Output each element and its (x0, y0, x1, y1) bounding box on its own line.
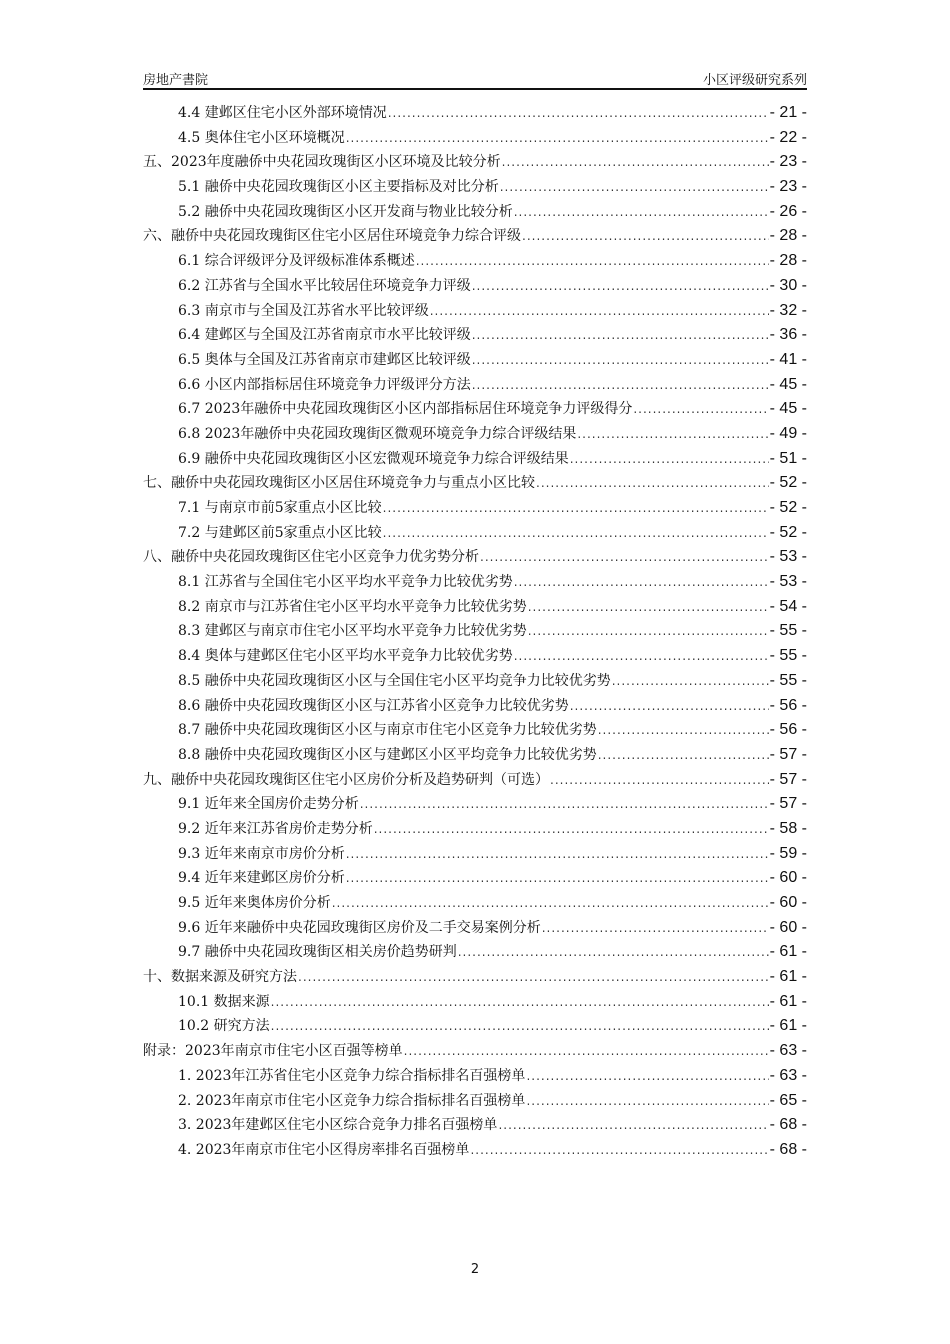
dot-leader (470, 1138, 768, 1163)
page-number: 2 (470, 1262, 480, 1277)
toc-entry-page: - 61 - (769, 992, 807, 1010)
toc-section-entry[interactable] (143, 397, 807, 422)
toc-section-entry[interactable] (143, 348, 807, 373)
toc-chapter-entry[interactable] (143, 545, 807, 570)
dot-leader (526, 1064, 768, 1089)
toc-section-entry[interactable] (143, 940, 807, 965)
toc-entry-page: - 63 - (769, 1066, 807, 1084)
toc-section-entry[interactable] (143, 595, 807, 620)
header-series-title: 小区评级研究系列 (702, 73, 807, 88)
toc-entry-page: - 41 - (769, 350, 807, 368)
toc-entry-title: 8.1 江苏省与全国住宅小区平均水平竞争力比较优劣势 (178, 574, 513, 591)
toc-section-entry[interactable] (143, 891, 807, 916)
dot-leader (416, 249, 769, 274)
toc-chapter-entry[interactable] (143, 224, 807, 249)
toc-entry-page: - 53 - (769, 573, 807, 591)
dot-leader (388, 101, 769, 126)
toc-chapter-entry[interactable] (143, 768, 807, 793)
toc-entry-title: 10.1 数据来源 (178, 993, 270, 1010)
toc-section-entry[interactable] (143, 323, 807, 348)
toc-section-entry[interactable] (143, 1113, 807, 1138)
toc-entry-title: 8.5 融侨中央花园玫瑰街区小区与全国住宅小区平均竞争力比较优劣势 (178, 672, 611, 689)
dot-leader (633, 397, 768, 422)
toc-section-entry[interactable] (143, 299, 807, 324)
toc-entry-page: - 56 - (769, 721, 807, 739)
toc-entry-page: - 21 - (769, 104, 807, 121)
toc-entry-page: - 52 - (769, 523, 807, 541)
toc-entry-page: - 60 - (769, 918, 807, 936)
dot-leader (570, 694, 769, 719)
toc-entry-page: - 28 - (769, 227, 807, 245)
dot-leader (346, 126, 769, 151)
toc-section-entry[interactable] (143, 990, 807, 1015)
toc-entry-title: 9.3 近年来南京市房价分析 (178, 845, 345, 862)
toc-section-entry[interactable] (143, 817, 807, 842)
toc-entry-page: - 36 - (769, 326, 807, 344)
dot-leader (570, 447, 769, 472)
toc-entry-page: - 28 - (769, 252, 807, 270)
dot-leader (502, 150, 769, 175)
toc-section-entry[interactable] (143, 743, 807, 768)
dot-leader (528, 595, 769, 620)
toc-section-entry[interactable] (143, 1064, 807, 1089)
dot-leader (383, 521, 769, 546)
toc-entry-page: - 65 - (769, 1091, 807, 1109)
toc-section-entry[interactable] (143, 570, 807, 595)
toc-entry-page: - 51 - (769, 449, 807, 467)
toc-entry-title: 8.6 融侨中央花园玫瑰街区小区与江苏省小区竞争力比较优劣势 (178, 697, 569, 714)
toc-entry-page: - 61 - (769, 968, 807, 986)
toc-entry-page: - 49 - (769, 424, 807, 442)
dot-leader (430, 299, 769, 324)
dot-leader (522, 224, 769, 249)
toc-section-entry[interactable] (143, 619, 807, 644)
toc-entry-title: 六、融侨中央花园玫瑰街区住宅小区居住环境竞争力综合评级 (143, 228, 521, 245)
toc-entry-page: - 23 - (769, 178, 807, 196)
toc-section-entry[interactable] (143, 496, 807, 521)
toc-section-entry[interactable] (143, 249, 807, 274)
toc-entry-title: 6.8 2023年融侨中央花园玫瑰街区微观环境竞争力综合评级结果 (178, 425, 577, 442)
toc-section-entry[interactable] (143, 175, 807, 200)
dot-leader (472, 274, 769, 299)
toc-entry-title: 七、融侨中央花园玫瑰街区小区居住环境竞争力与重点小区比较 (143, 475, 535, 492)
toc-entry-title: 10.2 研究方法 (178, 1018, 270, 1035)
toc-entry-title: 4.4 建邺区住宅小区外部环境情况 (178, 105, 387, 121)
toc-entry-page: - 58 - (769, 819, 807, 837)
toc-chapter-entry[interactable] (143, 471, 807, 496)
toc-entry-title: 6.4 建邺区与全国及江苏省南京市水平比较评级 (178, 327, 471, 344)
toc-section-entry[interactable] (143, 373, 807, 398)
dot-leader (383, 496, 769, 521)
toc-section-entry[interactable] (143, 694, 807, 719)
dot-leader (598, 743, 769, 768)
toc-section-entry[interactable] (143, 447, 807, 472)
toc-section-entry[interactable] (143, 200, 807, 225)
toc-entry-title: 八、融侨中央花园玫瑰街区住宅小区竞争力优劣势分析 (143, 549, 479, 566)
toc-entry-page: - 53 - (769, 548, 807, 566)
toc-entry-page: - 32 - (769, 301, 807, 319)
toc-section-entry[interactable] (143, 1014, 807, 1039)
dot-leader (271, 1014, 769, 1039)
dot-leader (374, 817, 769, 842)
toc-section-entry[interactable] (143, 274, 807, 299)
dot-leader (528, 619, 769, 644)
dot-leader (346, 866, 769, 891)
toc-section-entry[interactable] (143, 1138, 807, 1163)
toc-entry-title: 2. 2023年南京市住宅小区竞争力综合指标排名百强榜单 (178, 1092, 526, 1109)
toc-entry-title: 9.4 近年来建邺区房价分析 (178, 870, 345, 887)
toc-section-entry[interactable] (143, 842, 807, 867)
toc-entry-title: 9.6 近年来融侨中央花园玫瑰街区房价及二手交易案例分析 (178, 919, 541, 936)
toc-entry-page: - 57 - (769, 795, 807, 813)
header-divider (143, 88, 807, 90)
toc-entry-title: 4. 2023年南京市住宅小区得房率排名百强榜单 (178, 1141, 470, 1158)
dot-leader (360, 792, 769, 817)
toc-entry-page: - 23 - (769, 153, 807, 171)
dot-leader (514, 200, 769, 225)
toc-entry-page: - 61 - (769, 1017, 807, 1035)
dot-leader (404, 1039, 769, 1064)
toc-entry-title: 五、2023年度融侨中央花园玫瑰街区小区环境及比较分析 (143, 154, 501, 171)
dot-leader (472, 373, 769, 398)
dot-leader (298, 965, 769, 990)
toc-entry-title: 附录：2023年南京市住宅小区百强等榜单 (143, 1043, 403, 1060)
dot-leader (271, 990, 769, 1015)
toc-chapter-entry[interactable] (143, 965, 807, 990)
toc-entry-page: - 26 - (769, 202, 807, 220)
dot-leader (577, 422, 768, 447)
dot-leader (542, 916, 769, 941)
toc-chapter-entry[interactable] (143, 1039, 807, 1064)
toc-entry-title: 4.5 奥体住宅小区环境概况 (178, 129, 345, 146)
header-publisher: 房地产書院 (143, 73, 209, 88)
dot-leader (612, 669, 769, 694)
toc-entry-title: 9.2 近年来江苏省房价走势分析 (178, 820, 373, 837)
toc-section-entry[interactable] (143, 792, 807, 817)
toc-entry-title: 7.2 与建邺区前5家重点小区比较 (178, 524, 382, 541)
table-of-contents (143, 101, 807, 1163)
toc-entry-page: - 54 - (769, 597, 807, 615)
toc-entry-title: 5.1 融侨中央花园玫瑰街区小区主要指标及对比分析 (178, 179, 499, 196)
toc-section-entry[interactable] (143, 422, 807, 447)
toc-entry-page: - 57 - (769, 770, 807, 788)
toc-entry-page: - 52 - (769, 474, 807, 492)
toc-section-entry[interactable] (143, 644, 807, 669)
toc-entry-page: - 56 - (769, 696, 807, 714)
toc-entry-page: - 55 - (769, 671, 807, 689)
toc-entry-title: 九、融侨中央花园玫瑰街区住宅小区房价分析及趋势研判（可选） (143, 771, 549, 788)
toc-entry-title: 6.3 南京市与全国及江苏省水平比较评级 (178, 302, 429, 319)
toc-section-entry[interactable] (143, 866, 807, 891)
toc-section-entry[interactable] (143, 1089, 807, 1114)
toc-entry-title: 6.5 奥体与全国及江苏省南京市建邺区比较评级 (178, 351, 471, 368)
toc-entry-page: - 45 - (769, 400, 807, 418)
dot-leader (346, 842, 769, 867)
toc-entry-page: - 63 - (769, 1042, 807, 1060)
dot-leader (536, 471, 769, 496)
dot-leader (480, 545, 769, 570)
toc-section-entry[interactable] (143, 101, 807, 126)
toc-section-entry[interactable] (143, 916, 807, 941)
toc-entry-title: 9.5 近年来奥体房价分析 (178, 895, 331, 911)
toc-entry-page: - 45 - (769, 375, 807, 393)
toc-chapter-entry[interactable] (143, 150, 807, 175)
toc-entry-title: 6.7 2023年融侨中央花园玫瑰街区小区内部指标居住环境竞争力评级得分 (178, 401, 633, 418)
toc-entry-page: - 59 - (769, 844, 807, 862)
toc-entry-title: 7.1 与南京市前5家重点小区比较 (178, 500, 382, 516)
toc-entry-title: 6.2 江苏省与全国水平比较居住环境竞争力评级 (178, 277, 471, 294)
toc-entry-page: - 30 - (769, 276, 807, 294)
dot-leader (472, 348, 769, 373)
dot-leader (500, 175, 769, 200)
toc-section-entry[interactable] (143, 669, 807, 694)
toc-entry-title: 8.4 奥体与建邺区住宅小区平均水平竞争力比较优劣势 (178, 648, 513, 665)
toc-entry-title: 8.8 融侨中央花园玫瑰街区小区与建邺区小区平均竞争力比较优劣势 (178, 746, 597, 763)
dot-leader (598, 718, 769, 743)
toc-entry-title: 1. 2023年江苏省住宅小区竞争力综合指标排名百强榜单 (178, 1067, 526, 1084)
toc-entry-page: - 68 - (769, 1140, 807, 1158)
toc-entry-page: - 55 - (769, 647, 807, 665)
toc-section-entry[interactable] (143, 718, 807, 743)
toc-entry-title: 8.2 南京市与江苏省住宅小区平均水平竞争力比较优劣势 (178, 598, 527, 615)
dot-leader (526, 1089, 768, 1114)
toc-entry-title: 6.6 小区内部指标居住环境竞争力评级评分方法 (178, 376, 471, 393)
dot-leader (458, 940, 769, 965)
toc-section-entry[interactable] (143, 521, 807, 546)
dot-leader (550, 768, 769, 793)
toc-entry-title: 8.7 融侨中央花园玫瑰街区小区与南京市住宅小区竞争力比较优劣势 (178, 722, 597, 739)
toc-entry-title: 9.1 近年来全国房价走势分析 (178, 796, 359, 813)
toc-entry-title: 6.9 融侨中央花园玫瑰街区小区宏微观环境竞争力综合评级结果 (178, 450, 569, 467)
dot-leader (514, 644, 769, 669)
toc-entry-page: - 22 - (769, 128, 807, 146)
dot-leader (498, 1113, 768, 1138)
dot-leader (472, 323, 769, 348)
toc-entry-title: 9.7 融侨中央花园玫瑰街区相关房价趋势研判 (178, 944, 457, 961)
dot-leader (332, 891, 769, 916)
toc-entry-title: 8.3 建邺区与南京市住宅小区平均水平竞争力比较优劣势 (178, 623, 527, 640)
toc-entry-page: - 60 - (769, 869, 807, 887)
toc-entry-page: - 61 - (769, 943, 807, 961)
toc-section-entry[interactable] (143, 126, 807, 151)
toc-entry-title: 十、数据来源及研究方法 (143, 969, 297, 986)
toc-entry-page: - 52 - (769, 499, 807, 516)
toc-entry-title: 3. 2023年建邺区住宅小区综合竞争力排名百强榜单 (178, 1117, 498, 1134)
toc-entry-page: - 55 - (769, 622, 807, 640)
toc-entry-page: - 68 - (769, 1116, 807, 1134)
toc-entry-page: - 57 - (769, 745, 807, 763)
toc-entry-title: 6.1 综合评级评分及评级标准体系概述 (178, 253, 415, 270)
toc-entry-title: 5.2 融侨中央花园玫瑰街区小区开发商与物业比较分析 (178, 203, 513, 220)
page-header (143, 67, 807, 87)
dot-leader (514, 570, 769, 595)
toc-entry-page: - 60 - (769, 894, 807, 911)
